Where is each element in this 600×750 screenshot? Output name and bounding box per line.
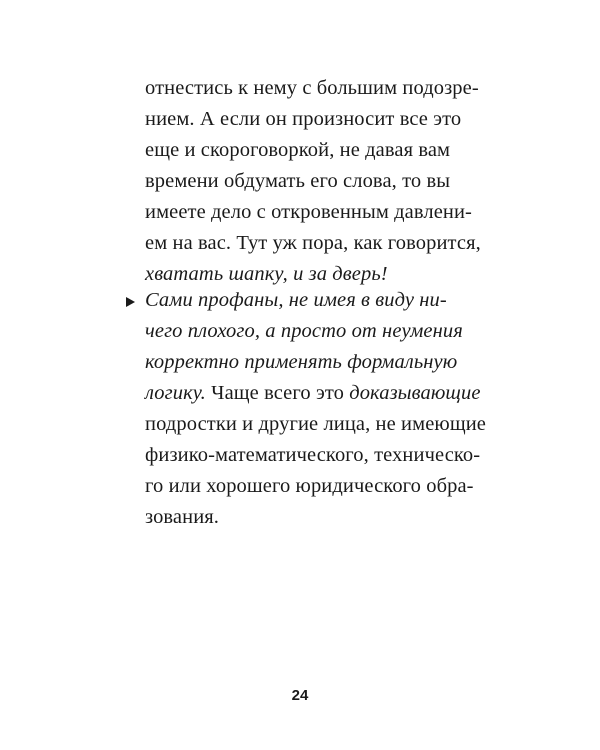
text-line-mixed bbox=[145, 378, 505, 409]
text-line: времени обдумать его слова, то вы bbox=[145, 170, 451, 192]
text-line: физико-математического, техническо- bbox=[145, 444, 481, 466]
italic-segment: доказывающие bbox=[349, 382, 481, 404]
text-line: подростки и другие лица, не имеющие bbox=[145, 413, 486, 435]
bullet-paragraph bbox=[145, 285, 505, 533]
bullet-triangle-icon bbox=[126, 297, 135, 307]
text-line-italic: Сами профаны, не имея в виду ни- bbox=[145, 289, 447, 311]
text-segment: Чаще всего это bbox=[205, 382, 350, 404]
text-line: ем на вас. Тут уж пора, как говорится, bbox=[145, 232, 481, 254]
text-line-italic: корректно применять формальную bbox=[145, 351, 458, 373]
text-line-italic: чего плохого, а просто от неумения bbox=[145, 320, 463, 342]
text-line: зования. bbox=[145, 506, 220, 528]
text-line: нием. А если он произносит все это bbox=[145, 108, 462, 130]
text-line-italic: хватать шапку, и за дверь! bbox=[145, 263, 388, 285]
text-line: отнестись к нему с большим подозре- bbox=[145, 77, 479, 99]
text-line: имеете дело с откровенным давлени- bbox=[145, 201, 472, 223]
italic-segment: логику. bbox=[145, 382, 206, 404]
text-line: го или хорошего юридического обра- bbox=[145, 475, 474, 497]
text-line: еще и скороговоркой, не давая вам bbox=[145, 139, 451, 161]
page-number: 24 bbox=[291, 687, 309, 704]
paragraph-continued bbox=[145, 73, 505, 290]
